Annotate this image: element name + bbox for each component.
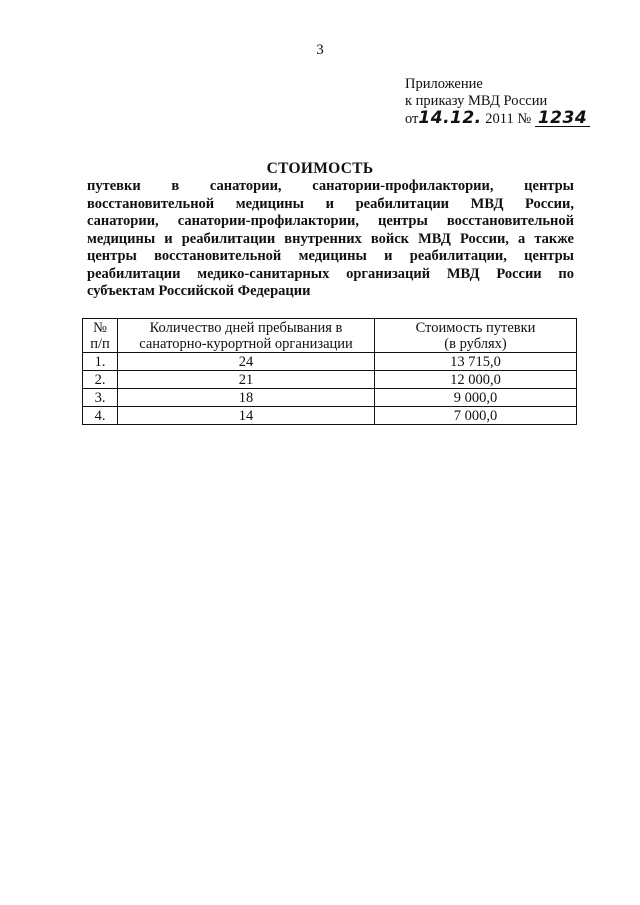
row-number: 1.: [83, 353, 118, 371]
row-days: 14: [118, 407, 375, 425]
row-number: 3.: [83, 389, 118, 407]
header-cost: [375, 319, 577, 353]
table-row: [83, 371, 577, 389]
row-cost: 13 715,0: [375, 353, 577, 371]
row-number: 4.: [83, 407, 118, 425]
date-prefix: от: [405, 111, 419, 127]
table-header-row: [83, 319, 577, 353]
document-title: СТОИМОСТЬ: [266, 160, 374, 177]
subtitle-line: субъектам Российской Федерации: [87, 283, 311, 299]
header-number-line2: п/п: [90, 335, 110, 352]
handwritten-date: 14.12.: [418, 108, 482, 128]
appendix-label: Приложение: [405, 76, 483, 92]
header-cost-line2: (в рублях): [444, 335, 507, 352]
header-days-line1: Количество дней пребывания в: [149, 319, 343, 336]
handwritten-order-number: 1234: [535, 110, 590, 127]
cost-table: [82, 318, 577, 425]
subtitle-line: реабилитации медико-санитарных организаций МВД России по: [87, 265, 574, 282]
number-sign: №: [517, 111, 532, 127]
appendix-order-reference: к приказу МВД России: [405, 93, 548, 109]
year: 2011: [485, 111, 514, 127]
subtitle-line: путевки в санатории, санатории-профилактории, центры: [87, 178, 574, 194]
document-subtitle: [87, 178, 574, 301]
subtitle-line: восстановительной медицины и реабилитации МВД России,: [87, 195, 574, 212]
row-days: 24: [118, 353, 375, 371]
header-number: [83, 319, 118, 353]
header-days: [118, 319, 375, 353]
header-cost-line1: Стоимость путевки: [415, 319, 536, 336]
table-row: [83, 353, 577, 371]
row-days: 18: [118, 389, 375, 407]
header-number-line1: №: [93, 319, 107, 336]
row-cost: 7 000,0: [375, 407, 577, 425]
table-row: [83, 389, 577, 407]
table-row: [83, 407, 577, 425]
appendix-header: [405, 76, 590, 128]
row-days: 21: [118, 371, 375, 389]
page-number: 3: [316, 42, 324, 58]
subtitle-line: центры восстановительной медицины и реабилитации, центры: [87, 248, 574, 264]
row-cost: 12 000,0: [375, 371, 577, 389]
appendix-date-number-line: [405, 110, 590, 128]
subtitle-line: санатории, санатории-профилактории, центры восстановительной: [87, 213, 574, 229]
row-number: 2.: [83, 371, 118, 389]
header-days-line2: санаторно-курортной организации: [139, 335, 353, 352]
subtitle-line: медицины и реабилитации внутренних войск МВД России, а также: [87, 230, 574, 247]
row-cost: 9 000,0: [375, 389, 577, 407]
